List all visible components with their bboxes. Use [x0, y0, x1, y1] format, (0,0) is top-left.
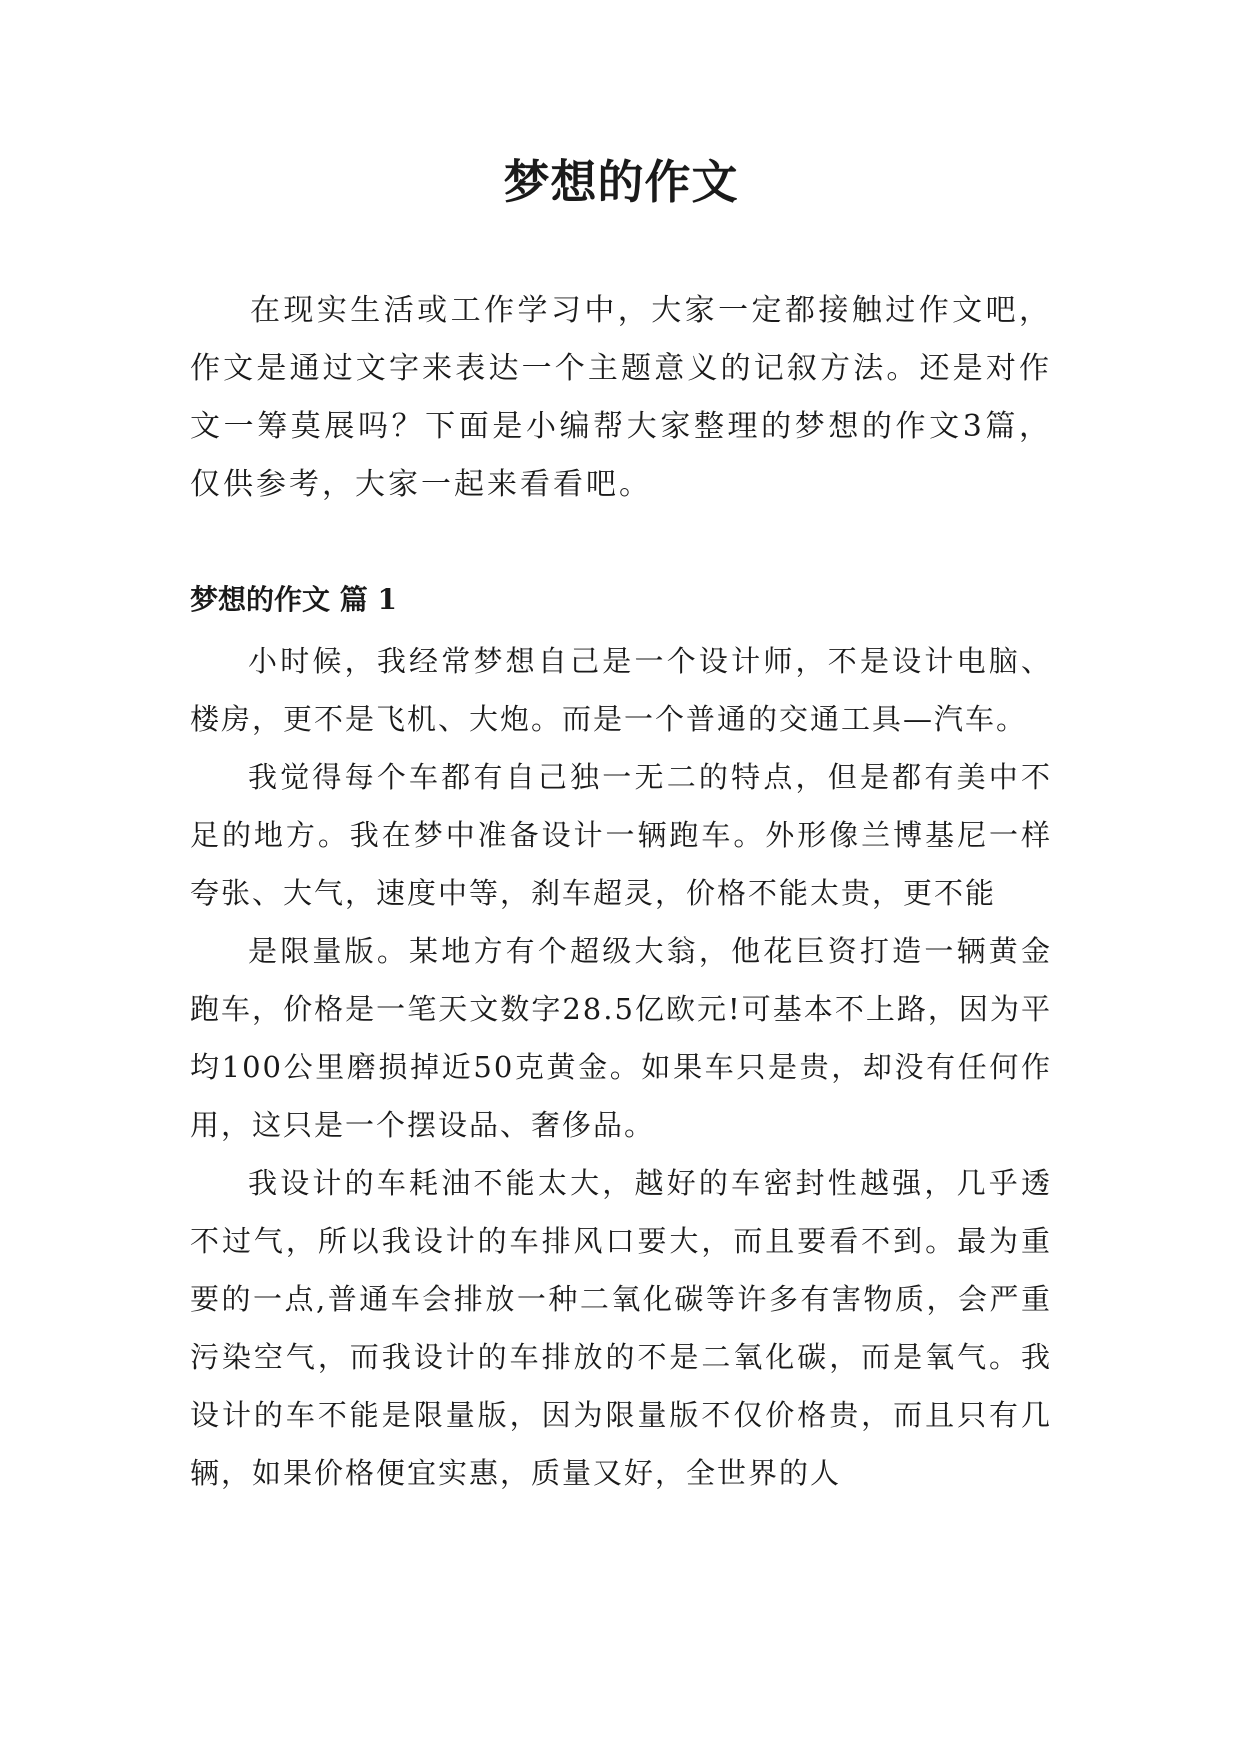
document-page: [190, 0, 1052, 1754]
section-heading: 梦想的作文 篇 1: [190, 583, 397, 616]
document-title: 梦想的作文: [503, 155, 739, 209]
essay-paragraph: 我觉得每个车都有自己独一无二的特点，但是都有美中不足的地方。我在梦中准备设计一辆跑车。外形像兰博基尼一样夸张、大气，速度中等，刹车超灵，价格不能太贵，更不能: [190, 760, 1052, 910]
intro-paragraph: 在现实生活或工作学习中，大家一定都接触过作文吧，作文是通过文字来表达一个主题意义的记叙方法。还是对作文一筹莫展吗？下面是小编帮大家整理的梦想的作文3篇，仅供参考，大家一起来看看吧。: [190, 293, 1052, 502]
essay-body: [190, 632, 1052, 1502]
essay-paragraph: 小时候，我经常梦想自己是一个设计师，不是设计电脑、楼房，更不是飞机、大炮。而是一个普通的交通工具—汽车。: [190, 644, 1052, 736]
essay-paragraph: 我设计的车耗油不能太大，越好的车密封性越强，几乎透不过气，所以我设计的车排风口要大，而且要看不到。最为重要的一点,普通车会排放一种二氧化碳等许多有害物质，会严重污染空气，而我设计的车排放的不是二氧化碳，而是氧气。我设计的车不能是限量版，因为限量版不仅价格贵，而且只有几辆，如果价格便宜实惠，质量又好，全世界的人: [190, 1166, 1052, 1490]
essay-paragraph: 是限量版。某地方有个超级大翁，他花巨资打造一辆黄金跑车，价格是一笔天文数字28.5亿欧元!可基本不上路，因为平均100公里磨损掉近50克黄金。如果车只是贵，却没有任何作用，这只是一个摆设品、奢侈品。: [190, 934, 1052, 1142]
